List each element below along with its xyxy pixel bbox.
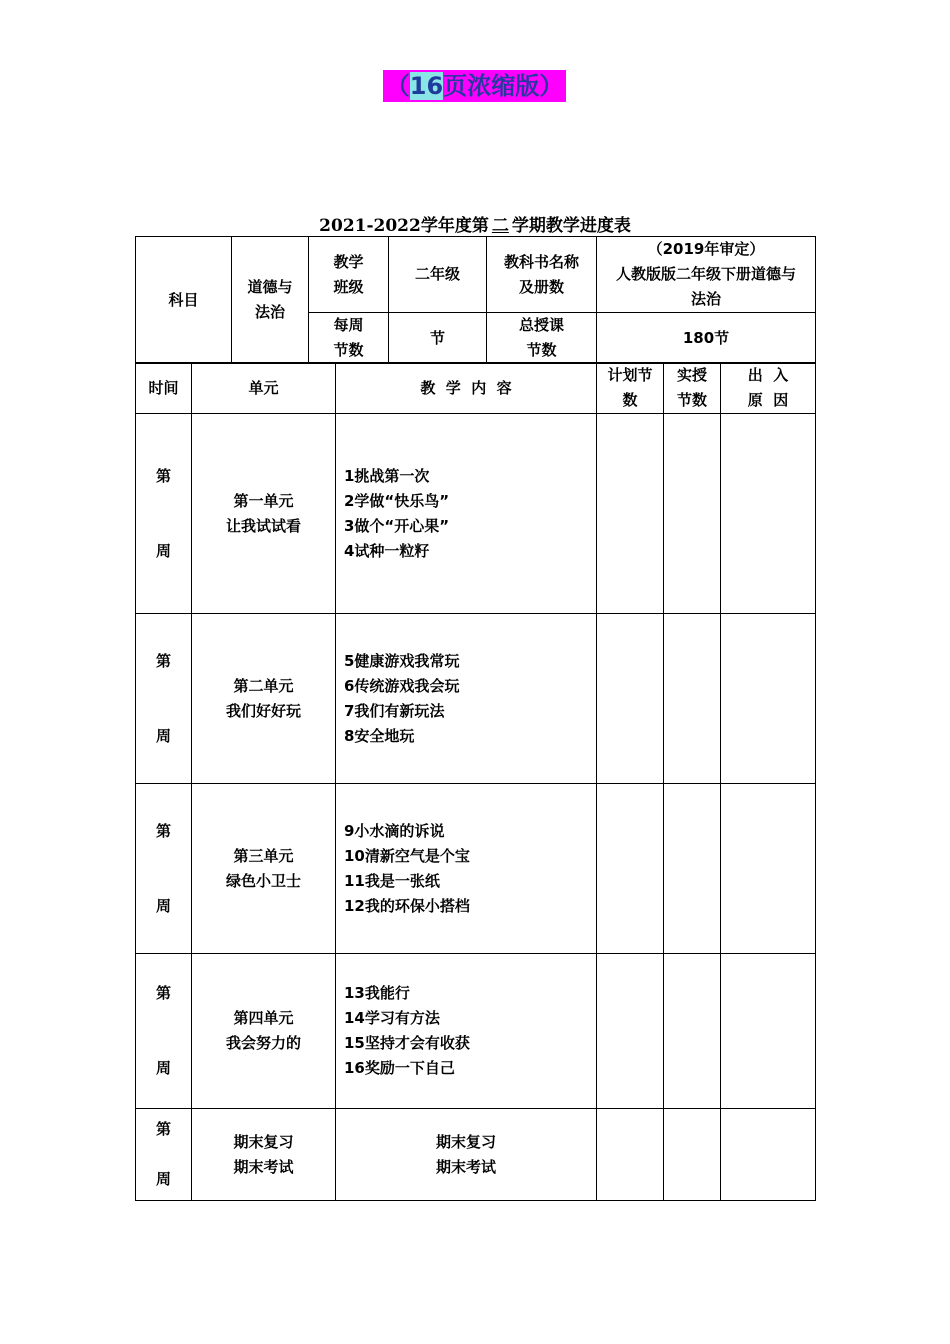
schedule-table [135,362,816,1201]
planned-cell [597,1109,664,1201]
col-content: 教 学 内 容 [336,363,597,414]
planned-cell [597,954,664,1109]
week-cell: 第 周 [136,614,192,784]
title-suffix: 学期教学进度表 [511,216,631,236]
table-row [136,784,816,954]
class-label: 教学 班级 [309,237,389,313]
unit-cell: 期末复习 期末考试 [192,1109,336,1201]
weekly-value: 节 [389,313,487,364]
table-row [136,414,816,614]
title-prefix: 2021-2022学年度第 [319,216,489,236]
week-cell: 第 周 [136,784,192,954]
book-label: 教科书名称 及册数 [487,237,597,313]
unit-cell: 第四单元 我会努力的 [192,954,336,1109]
diff-cell [721,784,816,954]
diff-cell [721,1109,816,1201]
table-row [136,1109,816,1201]
weekly-label: 每周 节数 [309,313,389,364]
lessons-cell: 5健康游戏我常玩 6传统游戏我会玩 7我们有新玩法 8安全地玩 [336,614,597,784]
col-actual: 实授 节数 [664,363,721,414]
unit-cell: 第三单元 绿色小卫士 [192,784,336,954]
actual-cell [664,1109,721,1201]
page-title [135,216,815,236]
col-diff: 出 入 原 因 [721,363,816,414]
lessons-cell: 9小水滴的诉说 10清新空气是个宝 11我是一张纸 12我的环保小搭档 [336,784,597,954]
subject-value: 道德与 法治 [232,237,309,364]
diff-cell [721,954,816,1109]
title-term: 二 [491,216,509,236]
banner-number: 16 [409,72,444,100]
book-value: （2019年审定） 人教版版二年级下册道德与 法治 [597,237,816,313]
actual-cell [664,414,721,614]
week-cell: 第 周 [136,414,192,614]
banner-open: （ [385,72,410,100]
schedule-header-row [136,363,816,414]
unit-cell: 第一单元 让我试试看 [192,414,336,614]
unit-cell: 第二单元 我们好好玩 [192,614,336,784]
course-info-table [135,236,816,364]
subject-label: 科目 [136,237,232,364]
banner-text: 页浓缩版） [443,72,564,100]
planned-cell [597,614,664,784]
diff-cell [721,614,816,784]
table-row [136,954,816,1109]
planned-cell [597,414,664,614]
lessons-cell: 期末复习 期末考试 [336,1109,597,1201]
diff-cell [721,414,816,614]
lessons-cell: 1挑战第一次 2学做“快乐鸟” 3做个“开心果” 4试种一粒籽 [336,414,597,614]
col-unit: 单元 [192,363,336,414]
col-planned: 计划节 数 [597,363,664,414]
class-value: 二年级 [389,237,487,313]
condensed-edition-banner [383,70,566,102]
total-label: 总授课 节数 [487,313,597,364]
table-row [136,614,816,784]
planned-cell [597,784,664,954]
week-cell: 第 周 [136,1109,192,1201]
col-time: 时间 [136,363,192,414]
actual-cell [664,784,721,954]
actual-cell [664,614,721,784]
week-cell: 第 周 [136,954,192,1109]
total-value: 180节 [597,313,816,364]
lessons-cell: 13我能行 14学习有方法 15坚持才会有收获 16奖励一下自己 [336,954,597,1109]
actual-cell [664,954,721,1109]
